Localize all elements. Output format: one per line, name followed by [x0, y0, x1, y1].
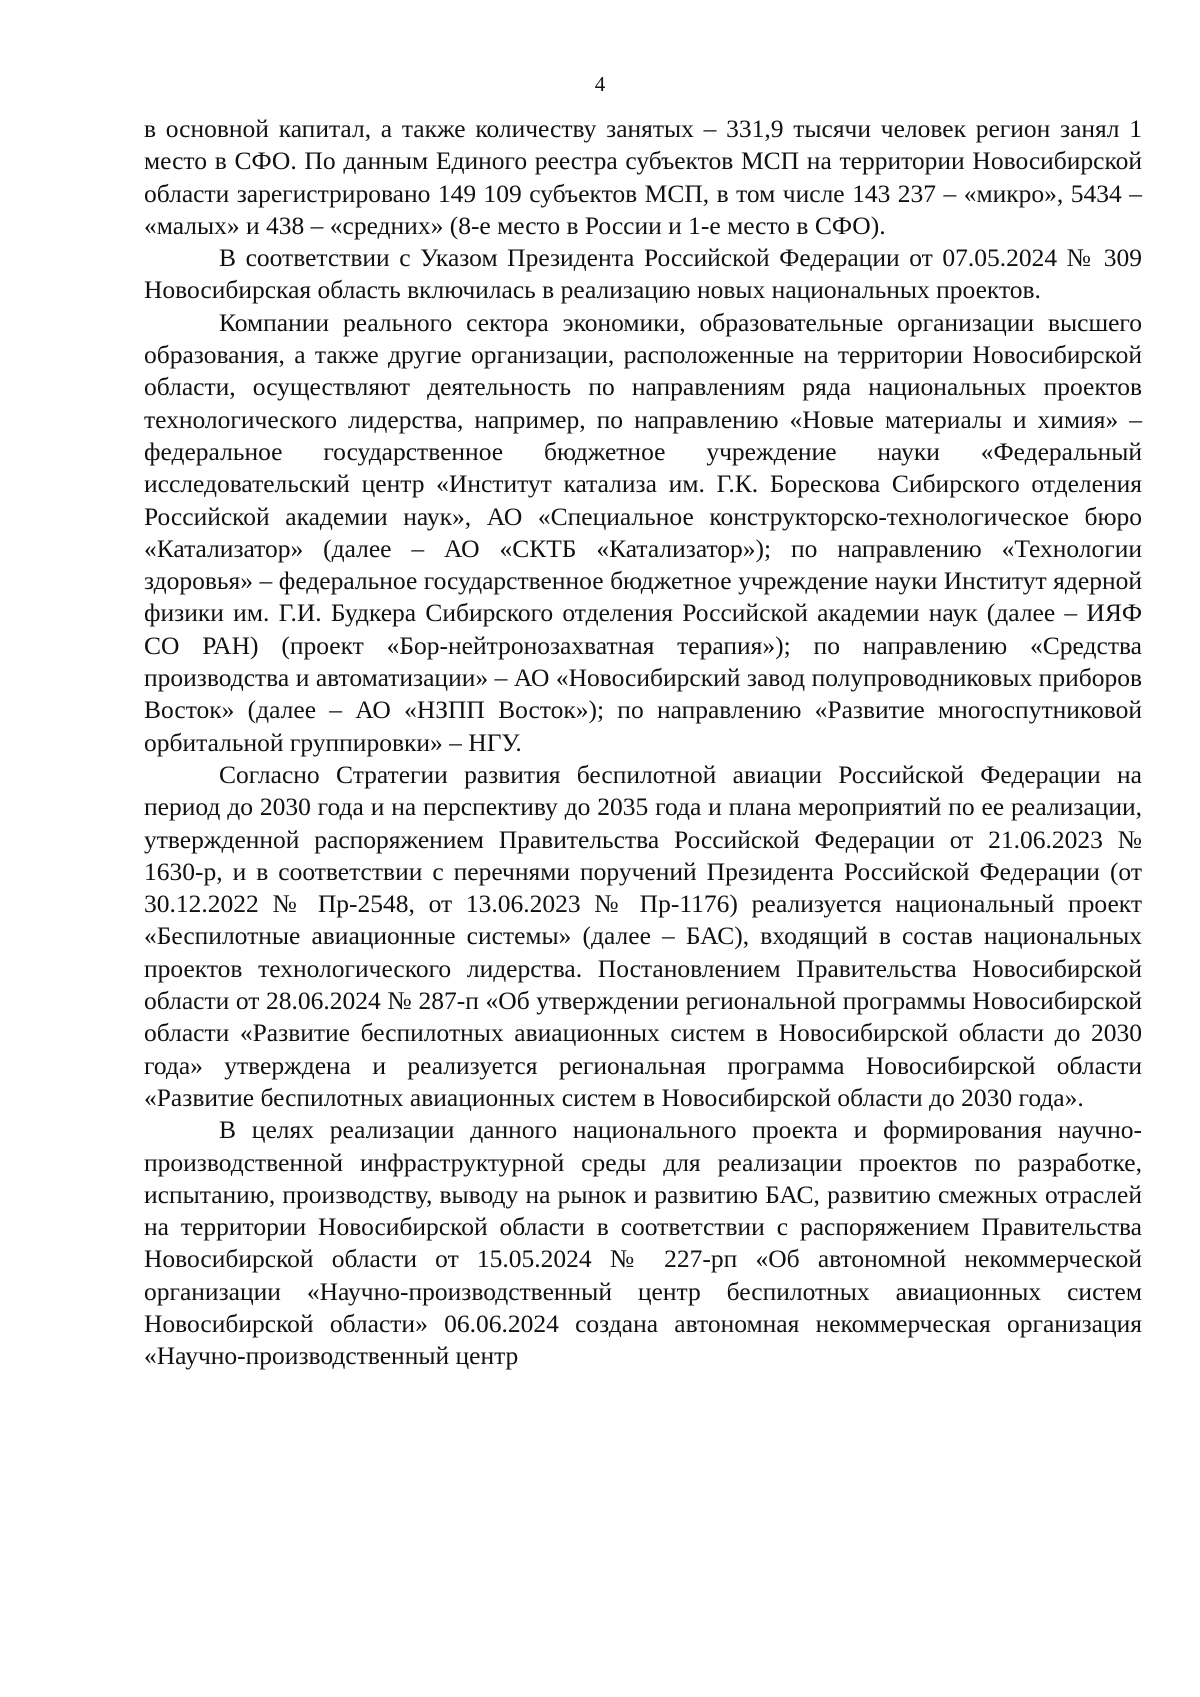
paragraph-drone-strategy: Согласно Стратегии развития беспилотной авиации Российской Федерации на период до 2030 года и на перспективу до 2035 года и плана мероприятий по ее реализации, утвержденной распоряжением Правительства Российской Федерации от 21.06.2023 № 1630-р, и в соответствии с перечнями поручений Президента Российской Федерации (от 30.12.2022 № Пр-2548, от 13.06.2023 № Пр-1176) реализуется национальный проект «Беспилотные авиационные системы» (далее – БАС), входящий в состав национальных проектов технологического лидерства. Постановлением Правительства Новосибирской области от 28.06.2024 № 287-п «Об утверждении региональной программы Новосибирской области «Развитие беспилотных авиационных систем в Новосибирской области до 2030 года» утверждена и реализуется региональная программа Новосибирской области «Развитие беспилотных авиационных систем в Новосибирской области до 2030 года». — [144, 759, 1142, 1112]
paragraph-drone-center: В целях реализации данного национального проекта и формирования научно-производственной инфраструктурной среды для реализации проектов по разработке, испытанию, производству, выводу на рынок и развитию БАС, развитию смежных отраслей на территории Новосибирской области в соответствии с распоряжением Правительства Новосибирской области от 15.05.2024 № 227-рп «Об автономной некоммерческой организации «Научно-производственный центр беспилотных авиационных систем Новосибирской области» 06.06.2024 создана автономная некоммерческая организация «Научно-производственный центр — [144, 1115, 1142, 1371]
document-body — [144, 113, 1142, 1373]
paragraph-presidential-decree: В соответствии с Указом Президента Российской Федерации от 07.05.2024 № 309 Новосибирская область включилась в реализацию новых национальных проектов. — [144, 243, 1142, 305]
paragraph-tech-leadership-companies: Компании реального сектора экономики, образовательные организации высшего образования, а также другие организации, расположенные на территории Новосибирской области, осуществляют деятельность по направлениям ряда национальных проектов технологического лидерства, например, по направлению «Новые материалы и химия» – федеральное государственное бюджетное учреждение науки «Федеральный исследовательский центр «Институт катализа им. Г.К. Борескова Сибирского отделения Российской академии наук», АО «Специальное конструкторско-технологическое бюро «Катализатор» (далее – АО «СКТБ «Катализатор»); по направлению «Технологии здоровья» – федеральное государственное бюджетное учреждение науки Институт ядерной физики им. Г.И. Будкера Сибирского отделения Российской академии наук (далее – ИЯФ СО РАН) (проект «Бор-нейтронозахватная терапия»); по направлению «Средства производства и автоматизации» – АО «Новосибирский завод полупроводниковых приборов Восток» (далее – АО «НЗПП Восток»); по направлению «Развитие многоспутниковой орбитальной группировки» – НГУ. — [144, 307, 1142, 757]
page-number: 4 — [594, 72, 606, 96]
paragraph-capital-employment: в основной капитал, а также количеству занятых – 331,9 тысячи человек регион занял 1 место в СФО. По данным Единого реестра субъектов МСП на территории Новосибирской области зарегистрировано 149 109 субъектов МСП, в том числе 143 237 – «микро», 5434 – «малых» и 438 – «средних» (8-е место в России и 1-е место в СФО). — [144, 114, 1142, 240]
